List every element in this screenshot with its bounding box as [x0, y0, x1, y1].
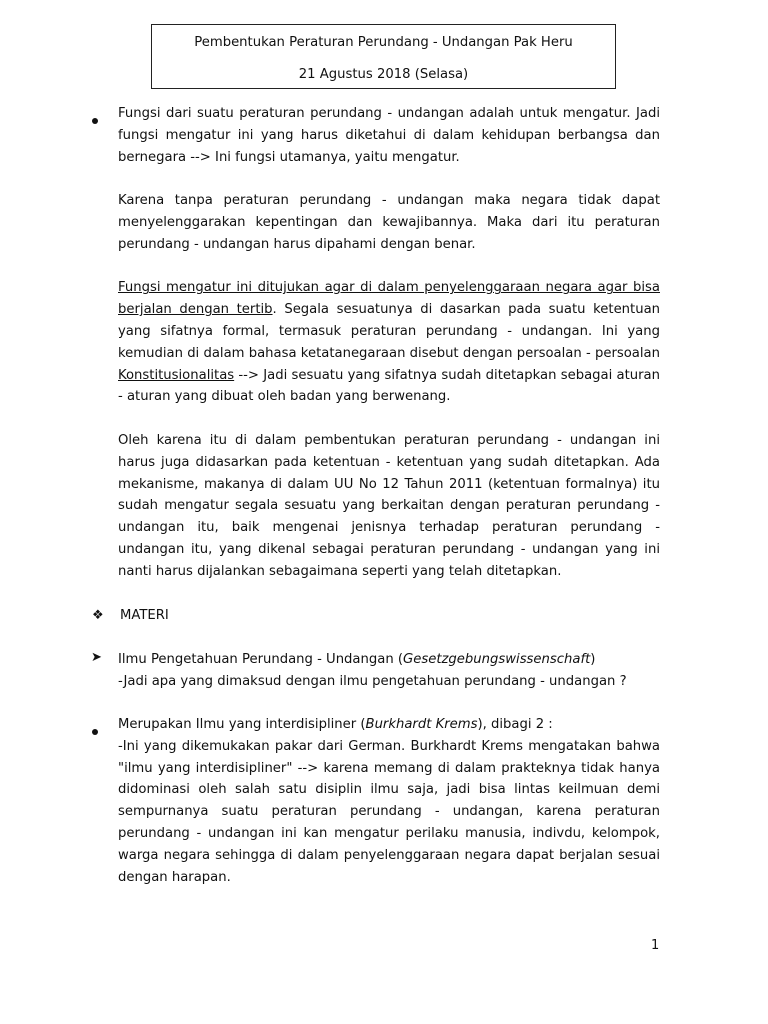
ilmu-line2: -Jadi apa yang dimaksud dengan ilmu pengetahuan perundang - undangan ? [118, 673, 627, 689]
arrowhead-icon: ➤ [91, 650, 102, 665]
header-box [151, 24, 616, 89]
section2-body: -Ini yang dikemukakan pakar dari German. Burkhardt Krems mengatakan bahwa "ilmu yang interdisipliner" --> karena memang di dalam prakteknya tidak hanya didominasi oleh salah satu disiplin ilmu saja, jadi bisa lintas keilmuan demi sempurnanya suatu peraturan perundang - undangan, karena peraturan perundang - undangan ini kan mengatur perilaku manusia, indivdu, kelompok, warga negara sehingga di dalam penyelenggaraan negara dapat berjalan sesuai dengan harapan. [118, 738, 660, 885]
section1-para4: Oleh karena itu di dalam pembentukan peraturan perundang - undangan ini harus juga didasarkan pada ketentuan - ketentuan yang sudah ditetapkan. Ada mekanisme, makanya di dalam UU No 12 Tahun 2011 (ketentuan formalnya) itu sudah mengatur segala sesuatu yang berkaitan dengan peraturan perundang - undangan itu, baik mengenai jenisnya terhadap peraturan perundang - undangan itu, yang dikenal sebagai peraturan perundang - undangan yang ini nanti harus dijalankan sebagaimana seperti yang telah ditetapkan. [118, 432, 660, 579]
ilmu-line1 [118, 649, 660, 671]
materi-label: MATERI [120, 608, 169, 623]
section1-text [118, 103, 660, 583]
para3-term: Konstitusionalitas [118, 367, 235, 383]
section1-para3 [118, 277, 660, 408]
bullet-dot-icon [92, 724, 98, 739]
document-title: Pembentukan Peraturan Perundang - Undangan Pak Heru [194, 35, 573, 50]
para3-mid: . Segala sesuatunya di dasarkan pada suatu ketentuan yang sifatnya formal, termasuk peraturan perundang - undangan. Ini yang kemudian di dalam bahasa ketatanegaraan disebut dengan persoalan - persoalan [118, 302, 661, 361]
section1-para1: Fungsi dari suatu peraturan perundang - undangan adalah untuk mengatur. Jadi fungsi mengatur ini yang harus diketahui di dalam kehidupan berbangsa dan bernegara --> Ini fungsi utamanya, yaitu mengatur. [118, 106, 660, 165]
four-diamond-icon: ❖ [92, 608, 104, 623]
page-number: 1 [651, 938, 660, 953]
materi-heading [92, 605, 169, 627]
section2-text [118, 714, 660, 888]
section2-term: Burkhardt Krems [365, 717, 478, 732]
section1-para2: Karena tanpa peraturan perundang - undangan maka negara tidak dapat menyelenggarakan kepentingan dan kewajibannya. Maka dari itu peraturan perundang - undangan harus dipahami dengan benar. [118, 193, 660, 252]
document-date: 21 Agustus 2018 (Selasa) [298, 67, 469, 82]
para3-underlined: Fungsi mengatur ini ditujukan agar di dalam penyelenggaraan negara agar bisa berjalan dengan tertib [118, 280, 660, 318]
section2-line1 [118, 714, 660, 736]
section2-line1-start: Merupakan Ilmu yang interdisipliner ( [118, 717, 366, 732]
ilmu-line1-start: Ilmu Pengetahuan Perundang - Undangan ( [118, 652, 404, 667]
ilmu-line1-end: ) [590, 652, 596, 667]
bullet-dot-icon [92, 113, 98, 128]
ilmu-term: Gesetzgebungswissenschaft [403, 652, 591, 667]
section2-line1-end: ), dibagi 2 : [477, 717, 553, 732]
ilmu-text [118, 649, 660, 693]
para3-end: --> Jadi sesuatu yang sifatnya sudah ditetapkan sebagai aturan - aturan yang dibuat oleh badan yang berwenang. [118, 367, 660, 405]
